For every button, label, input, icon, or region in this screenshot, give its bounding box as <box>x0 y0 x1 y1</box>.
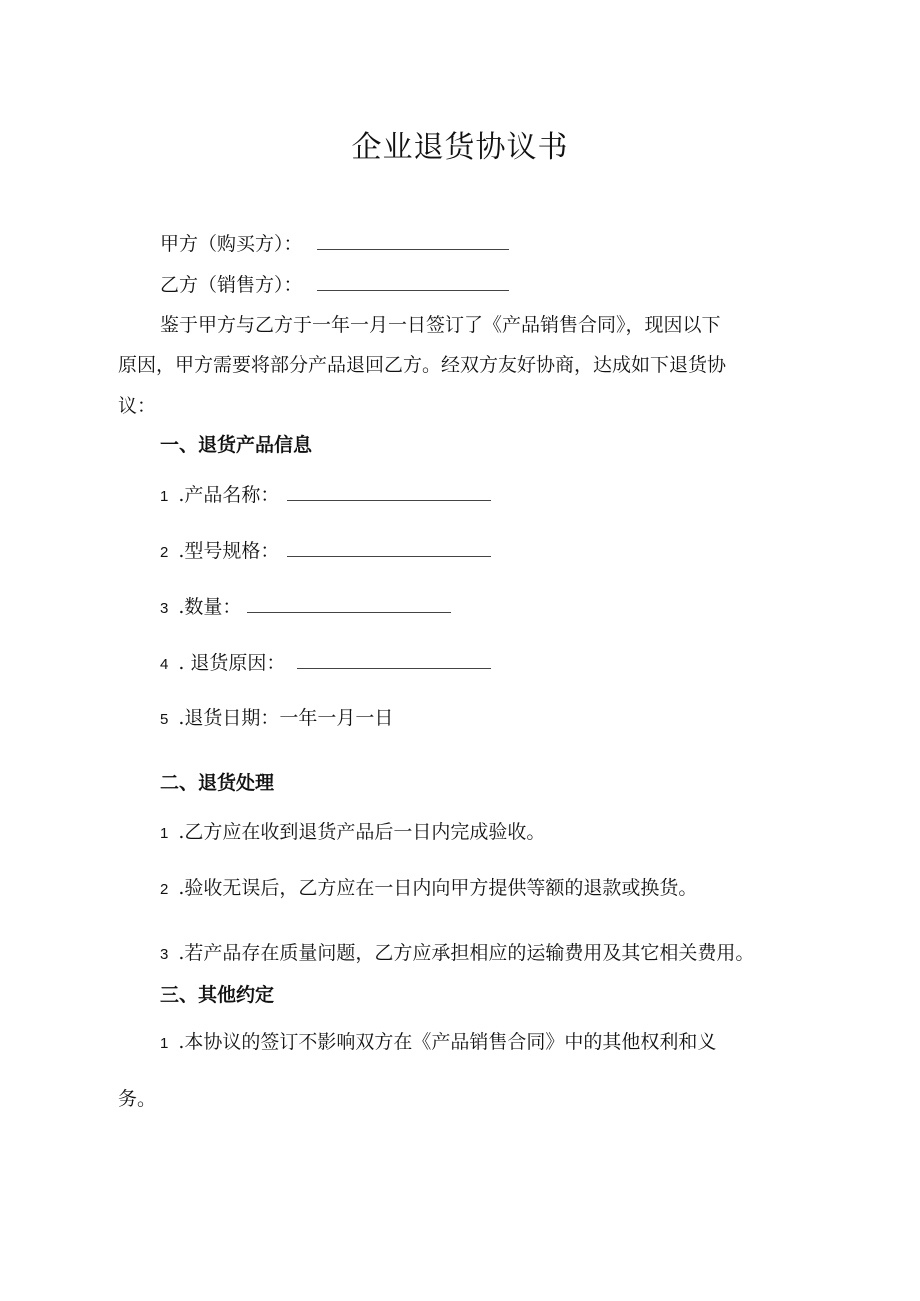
return-reason-item <box>160 650 491 677</box>
party-a-label: 甲方（购买方）： <box>160 233 303 255</box>
processing-item-text: .乙方应在收到退货产品后一日内完成验收。 <box>178 821 546 843</box>
item-number: 5 <box>160 711 169 728</box>
party-b-line <box>160 272 509 297</box>
intro-paragraph-line-1: 鉴于甲方与乙方于一年一月一日签订了《产品销售合同》，现因以下 <box>160 314 721 336</box>
product-name-label: .产品名称： <box>178 484 280 506</box>
party-b-label: 乙方（销售方）： <box>160 274 303 296</box>
item-number: 3 <box>160 946 169 963</box>
quantity-blank <box>247 594 451 613</box>
model-spec-item <box>160 538 491 565</box>
quantity-label: .数量： <box>178 596 242 618</box>
return-date-label: .退货日期：一年一月一日 <box>178 707 394 729</box>
intro-paragraph-line-3: 议： <box>118 395 157 417</box>
processing-item-2 <box>160 876 697 902</box>
return-date-item <box>160 706 393 732</box>
item-number: 2 <box>160 544 169 561</box>
processing-item-text: .验收无误后，乙方应在一日内向甲方提供等额的退款或换货。 <box>178 877 698 899</box>
other-terms-item-1 <box>160 1030 716 1056</box>
other-terms-item-1-continued: 务。 <box>118 1088 157 1110</box>
party-a-blank <box>317 231 509 250</box>
party-a-line <box>160 231 509 256</box>
party-b-blank <box>317 272 509 291</box>
model-spec-blank <box>287 538 491 557</box>
item-number: 2 <box>160 881 169 898</box>
item-number: 4 <box>160 656 169 673</box>
product-name-item <box>160 482 491 509</box>
return-reason-blank <box>297 650 491 669</box>
section-3-heading: 三、其他约定 <box>160 984 275 1006</box>
model-spec-label: .型号规格： <box>178 540 280 562</box>
processing-item-1 <box>160 820 545 846</box>
processing-item-3 <box>160 941 754 967</box>
quantity-item <box>160 594 451 621</box>
other-terms-item-text: .本协议的签订不影响双方在《产品销售合同》中的其他权利和义 <box>178 1031 717 1053</box>
section-1-heading: 一、退货产品信息 <box>160 434 313 456</box>
intro-paragraph-line-2: 原因，甲方需要将部分产品退回乙方。经双方友好协商，达成如下退货协 <box>118 354 727 376</box>
processing-item-text: .若产品存在质量问题，乙方应承担相应的运输费用及其它相关费用。 <box>178 942 755 964</box>
return-reason-label: . 退货原因： <box>178 652 286 674</box>
item-number: 1 <box>160 488 169 505</box>
item-number: 1 <box>160 1035 169 1052</box>
product-name-blank <box>287 482 491 501</box>
item-number: 1 <box>160 825 169 842</box>
item-number: 3 <box>160 600 169 617</box>
document-title: 企业退货协议书 <box>351 130 569 165</box>
section-2-heading: 二、退货处理 <box>160 772 275 794</box>
